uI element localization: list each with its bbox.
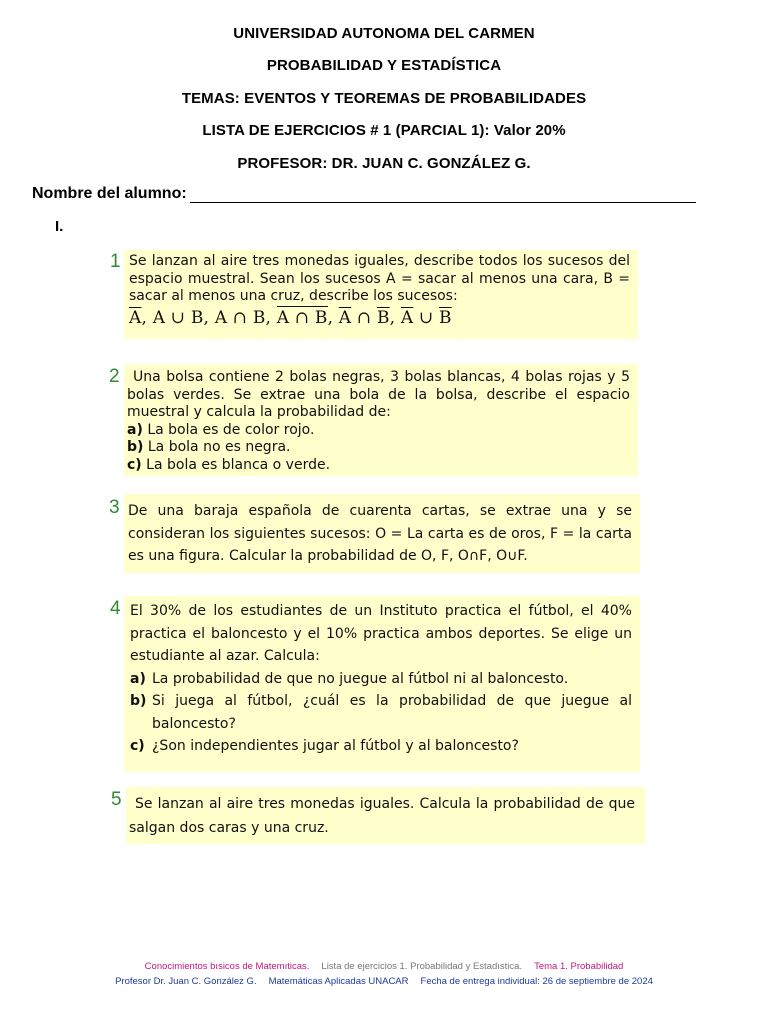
exercise-5-number: 5	[111, 789, 122, 810]
exercise-1-text: Se lanzan al aire tres monedas iguales, describe todos los sucesos del espacio muestral. Sean los sucesos A = sacar al menos una cara, B = sacar al menos una cruz, describe los sucesos:	[129, 253, 630, 304]
footer-line-1	[0, 961, 768, 972]
exercise-4-option-c: c) ¿Son independientes jugar al fútbol y al baloncesto?	[130, 738, 519, 754]
footer-topic: Tema 1. Probabilidad	[534, 961, 624, 972]
exercise-4-number: 4	[110, 598, 121, 619]
exercise-4-option-a: a) La probabilidad de que no juegue al fútbol ni al baloncesto.	[130, 670, 569, 687]
footer-course: Conocimientos bısicos de Matemıticas.	[144, 961, 310, 972]
exercise-2-option-b: b) La bola no es negra.	[127, 439, 291, 455]
exercise-2-text: Una bolsa contiene 2 bolas negras, 3 bolas blancas, 4 bolas rojas y 5 bolas verdes. Se extrae una bola de la bolsa, describe el espacio muestral y calcula la probabilidad de:	[127, 369, 630, 420]
exercise-2-box	[124, 364, 638, 476]
exercise-2-number: 2	[109, 366, 120, 387]
exercise-1-math: $\overline{A}$, A ∪ B, A ∩ B, A ∩ B, $\overline{A}$ ∩ $\overline{B}$, $\overline{A}$ ∪ $\overline{B}$	[129, 307, 452, 328]
exercise-5-box	[126, 787, 645, 844]
exercise-5-text: Se lanzan al aire tres monedas iguales. Calcula la probabilidad de que salgan dos caras y una cruz.	[129, 796, 635, 836]
course-title: PROBABILIDAD Y ESTADÍSTICA	[266, 57, 502, 74]
section-number: I.	[55, 218, 64, 235]
footer-program: Matemáticas Aplicadas UNACAR	[268, 976, 409, 987]
footer-line-2	[0, 976, 768, 987]
exercise-4-box	[124, 596, 640, 772]
exercise-2-option-a: a) La bola es de color rojo.	[127, 421, 315, 438]
exercise-1-box	[124, 250, 638, 339]
exercise-3-number: 3	[109, 497, 120, 518]
student-name-label: Nombre del alumno:	[32, 185, 187, 202]
student-name-blank	[190, 188, 696, 203]
exercise-list-title: LISTA DE EJERCICIOS # 1 (PARCIAL 1): Valor 20%	[202, 122, 566, 139]
exercise-2-option-c: c) La bola es blanca o verde.	[127, 456, 331, 473]
exercise-3-box	[124, 494, 640, 573]
footer-professor: Profesor Dr. Juan C. González G.	[115, 976, 257, 987]
exercise-3-text: De una baraja española de cuarenta cartas, se extrae una y se consideran los siguientes sucesos: O = La carta es de oros, F = la carta es una figura. Calcular la probabilidad de O, F, O∩F, O∪F.	[128, 503, 632, 564]
exercise-1-number: 1	[110, 251, 121, 272]
footer-due-date: Fecha de entrega individual: 26 de septiembre de 2024	[420, 976, 653, 987]
topics-title: TEMAS: EVENTOS Y TEOREMAS DE PROBABILIDADES	[181, 90, 587, 107]
student-name-row	[32, 185, 696, 203]
exercise-4-option-b: b) Si juega al fútbol, ¿cuál es la probabilidad de que juegue al baloncesto?	[130, 693, 632, 732]
professor-title: PROFESOR: DR. JUAN C. GONZÁLEZ G.	[237, 155, 531, 172]
university-title: UNIVERSIDAD AUTONOMA DEL CARMEN	[233, 25, 535, 42]
exercise-4-text: El 30% de los estudiantes de un Instituto practica el fútbol, el 40% practica el baloncesto y el 10% practica ambos deportes. Se elige un estudiante al azar. Calcula:	[130, 603, 632, 664]
footer-list: Lista de ejercicios 1. Probabilidad y Estadıstica.	[321, 961, 523, 972]
